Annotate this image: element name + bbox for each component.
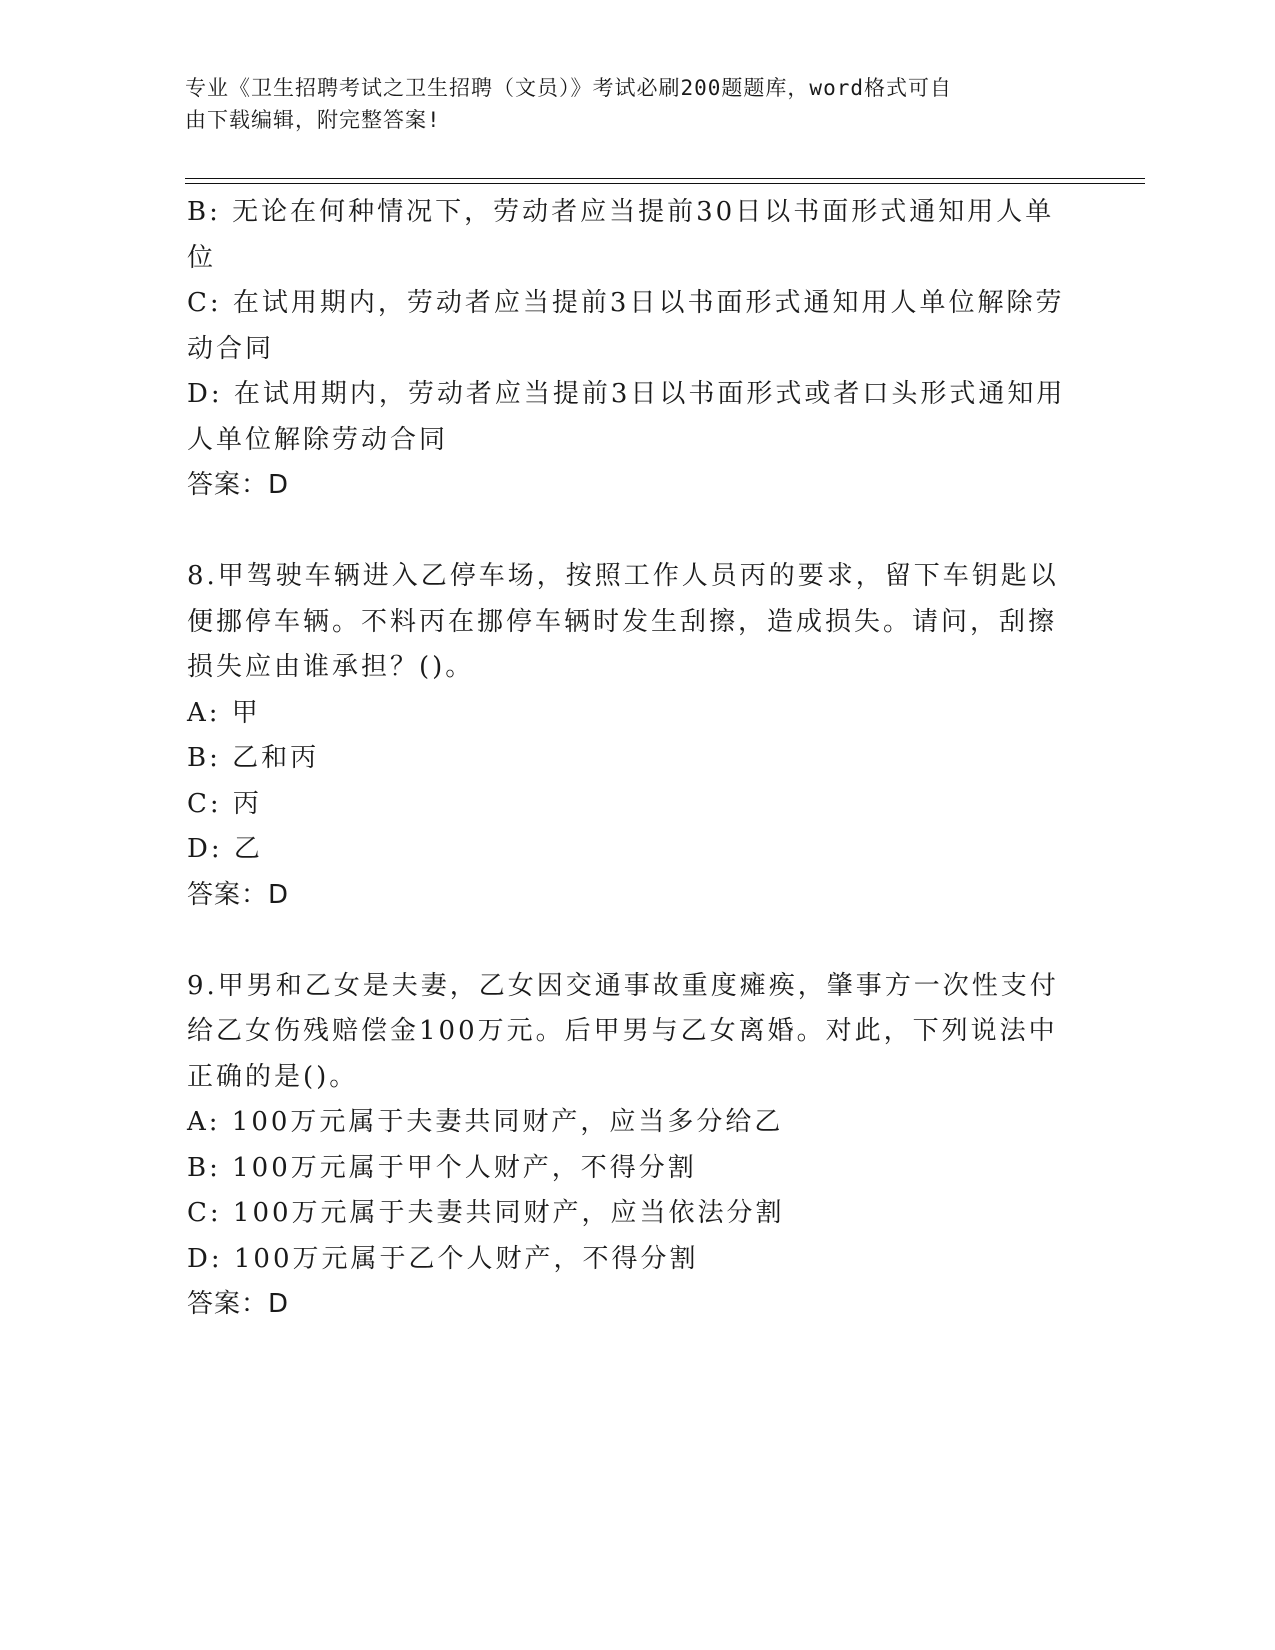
option-line: D: 在试用期内，劳动者应当提前3日以书面形式或者口头形式通知用 (187, 379, 1066, 409)
question-stem-line: 正确的是()。 (187, 1061, 359, 1092)
option-line: 动合同 (187, 333, 275, 364)
option-c: C: 100万元属于夫妻共同财产，应当依法分割 (187, 1198, 785, 1228)
question-stem-line: 8.甲驾驶车辆进入乙停车场，按照工作人员丙的要求，留下车钥匙以 (187, 561, 1059, 591)
header-divider-bottom (185, 183, 1145, 184)
option-line: C: 在试用期内，劳动者应当提前3日以书面形式通知用人单位解除劳 (187, 288, 1065, 318)
option-a: A: 甲 (187, 697, 261, 728)
question-stem-line: 9.甲男和乙女是夫妻，乙女因交通事故重度瘫痪，肇事方一次性支付 (187, 970, 1059, 1001)
question-8 (187, 554, 1087, 918)
document-body (187, 190, 1087, 1328)
header-line-1: 专业《卫生招聘考试之卫生招聘（文员）》考试必刷200题题库，word格式可自 (185, 76, 952, 100)
option-a: A: 100万元属于夫妻共同财产，应当多分给乙 (187, 1107, 784, 1137)
option-line: 人单位解除劳动合同 (187, 424, 449, 455)
option-b: B: 100万元属于甲个人财产，不得分割 (187, 1152, 697, 1183)
answer-line: 答案：D (187, 879, 290, 910)
question-9 (187, 964, 1087, 1328)
spacer (187, 509, 1087, 555)
question-stem-line: 给乙女伤残赔偿金100万元。后甲男与乙女离婚。对此，下列说法中 (187, 1016, 1058, 1046)
question-stem-line: 便挪停车辆。不料丙在挪停车辆时发生刮擦，造成损失。请问，刮擦 (187, 606, 1058, 637)
question-stem-line: 损失应由谁承担？()。 (187, 652, 475, 682)
previous-question-continuation (187, 190, 1087, 509)
spacer (187, 918, 1087, 964)
option-c: C: 丙 (187, 788, 262, 819)
answer-line: 答案：D (187, 1289, 290, 1319)
option-b: B: 乙和丙 (187, 743, 320, 773)
option-d: D: 100万元属于乙个人财产，不得分割 (187, 1243, 699, 1274)
answer-line: 答案：D (187, 470, 290, 500)
option-line: 位 (187, 242, 217, 273)
document-header (185, 72, 1065, 136)
header-line-2: 由下载编辑，附完整答案! (185, 108, 441, 132)
option-d: D: 乙 (187, 834, 263, 864)
option-line: B: 无论在何种情况下，劳动者应当提前30日以书面形式通知用人单 (187, 197, 1055, 227)
header-divider-top (185, 178, 1145, 179)
